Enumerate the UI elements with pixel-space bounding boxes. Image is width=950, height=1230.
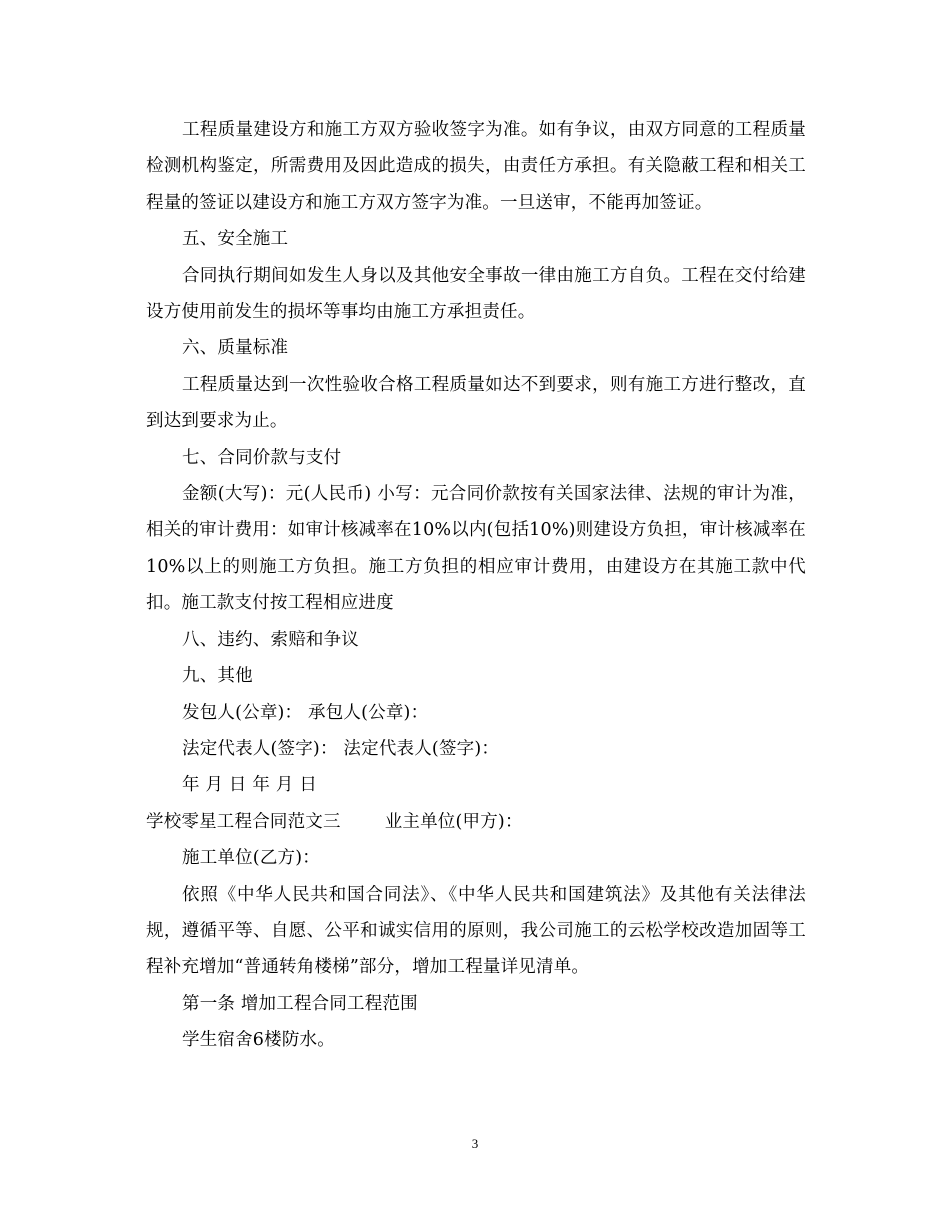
paragraph-scope: 学生宿舍6楼防水。 xyxy=(182,1030,335,1051)
heading-section-7: 七、合同价款与支付 xyxy=(182,447,342,468)
heading-article-1: 第一条 增加工程合同工程范围 xyxy=(182,993,418,1014)
party-b-label: 施工单位(乙方)： xyxy=(182,848,320,869)
signature-date-line: 年 月 日 年 月 日 xyxy=(182,775,318,796)
paragraph-safety: 合同执行期间如发生人身以及其他安全事故一律由施工方自负。工程在交付给建设方使用前发生的损坏等事均由施工方承担责任。 xyxy=(146,265,806,323)
party-a-label: 业主单位(甲方)： xyxy=(384,811,523,832)
document-title: 学校零星工程合同范文三 xyxy=(146,811,341,832)
document-title-line xyxy=(146,804,806,840)
paragraph-legal-basis: 依照《中华人民共和国合同法》、《中华人民共和国建筑法》及其他有关法律法规，遵循平等、自愿、公平和诚实信用的原则，我公司施工的云松学校改造加固等工程补充增加“普通转角楼梯”部分，增加工程量详见清单。 xyxy=(146,884,806,978)
document-body xyxy=(146,112,806,1059)
paragraph-quality-standard: 工程质量达到一次性验收合格工程质量如达不到要求，则有施工方进行整改，直到达到要求为止。 xyxy=(146,374,806,432)
heading-section-8: 八、违约、索赔和争议 xyxy=(182,629,359,650)
heading-section-9: 九、其他 xyxy=(182,666,253,687)
signature-representative-line: 法定代表人(签字)： 法定代表人(签字)： xyxy=(182,738,500,759)
signature-seal-line: 发包人(公章)： 承包人(公章)： xyxy=(182,702,429,723)
paragraph-quality-acceptance: 工程质量建设方和施工方双方验收签字为准。如有争议，由双方同意的工程质量检测机构鉴定，所需费用及因此造成的损失，由责任方承担。有关隐蔽工程和相关工程量的签证以建设方和施工方双方签字为准。一旦送审，不能再加签证。 xyxy=(146,120,806,213)
paragraph-payment: 金额(大写)：元(人民币) 小写：元合同价款按有关国家法律、法规的审计为准，相关的审计费用：如审计核减率在10%以内(包括10%)则建设方负担，审计核减率在10%以上的则施工方负担。施工方负担的相应审计费用，由建设方在其施工款中代扣。施工款支付按工程相应进度 xyxy=(146,484,806,614)
heading-section-6: 六、质量标准 xyxy=(182,338,289,359)
heading-section-5: 五、安全施工 xyxy=(182,229,289,250)
page-number: 3 xyxy=(471,1136,479,1151)
